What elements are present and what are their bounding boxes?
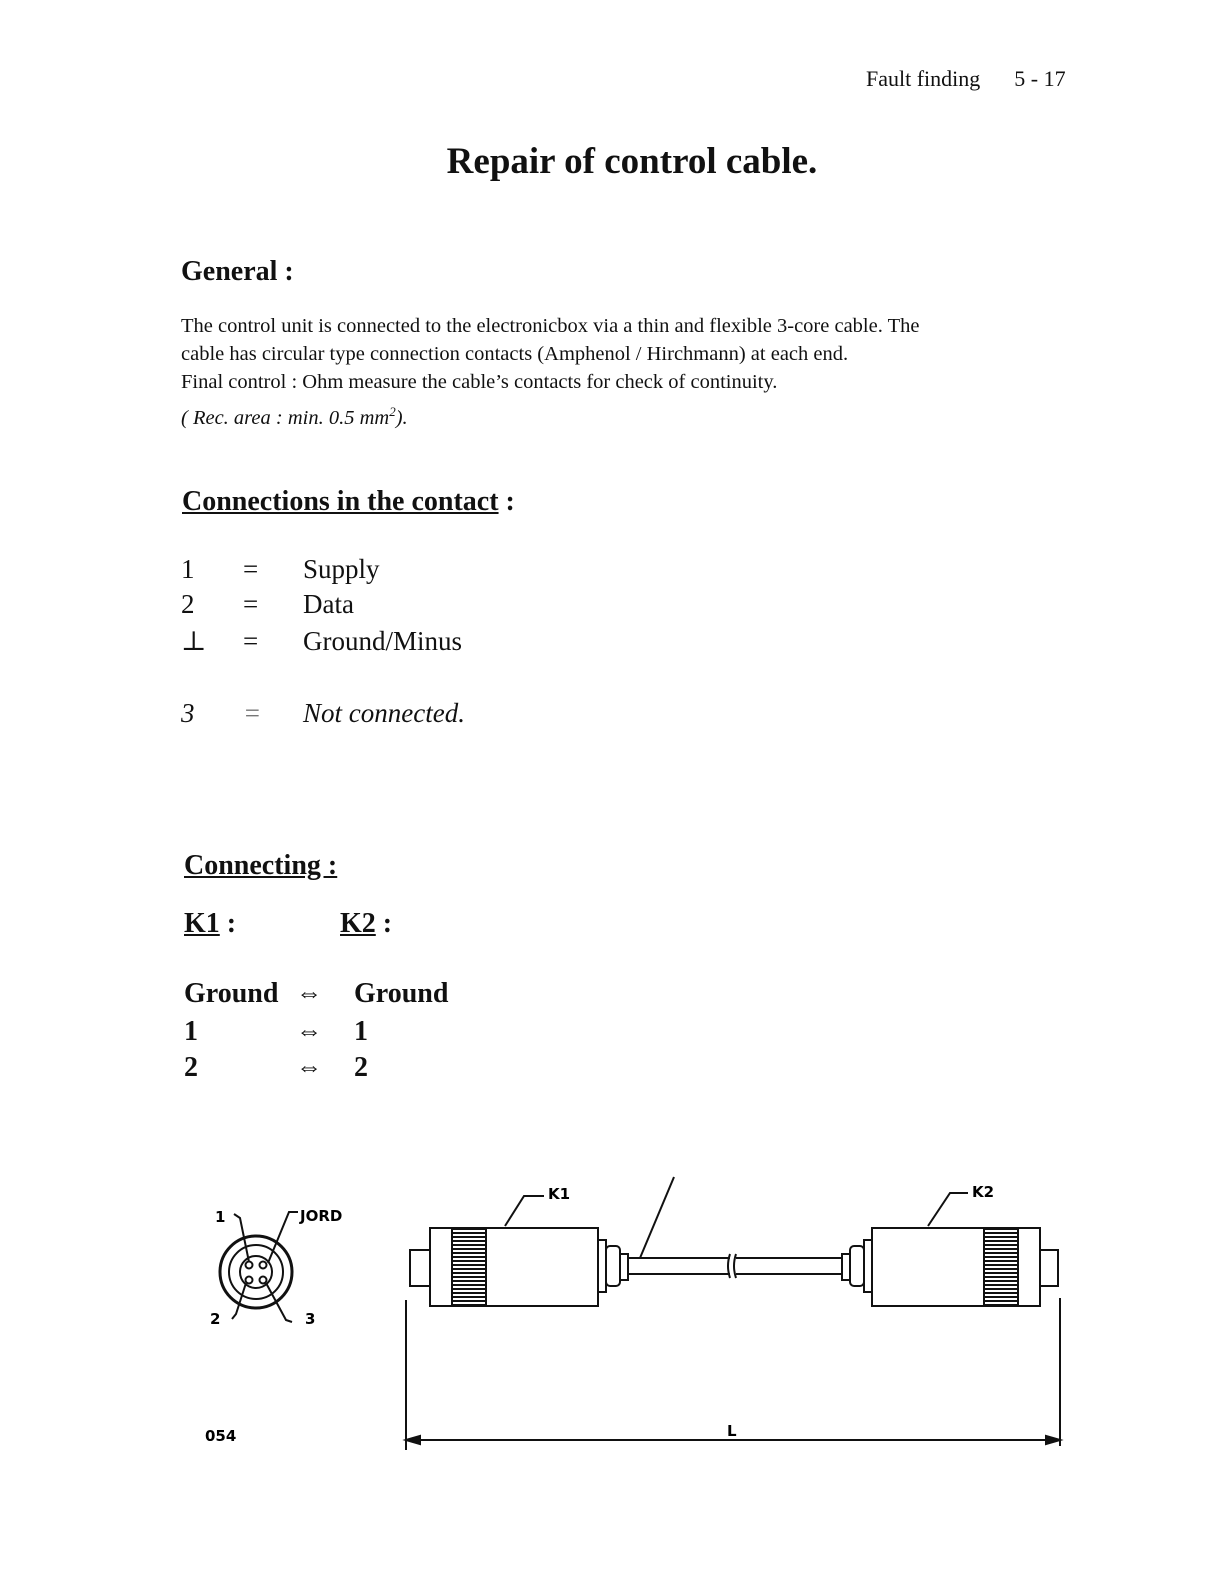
note-suffix: ).: [395, 406, 408, 429]
connection-value: Ground/Minus: [303, 626, 463, 656]
bidirectional-arrow-icon: ⇔: [296, 978, 322, 1007]
general-line-2: cable has circular type connection contacts (Amphenol / Hirchmann) at each end.: [181, 343, 849, 365]
cable-side-view: [406, 1177, 1060, 1450]
connection-equals: =: [243, 554, 259, 584]
connection-key: 2: [181, 589, 195, 619]
k1-diagram-label: K1: [548, 1185, 571, 1203]
header-page-number: 5 - 17: [1014, 66, 1066, 91]
general-line-1: The control unit is connected to the electronicbox via a thin and flexible 3-core cable. The: [181, 315, 920, 337]
connection-equals: =: [243, 698, 262, 728]
k1-pin: 2: [184, 1052, 198, 1083]
connections-heading-text: Connections in the contact: [182, 486, 499, 517]
k1-pin: 1: [184, 1016, 198, 1047]
length-label: L: [727, 1422, 737, 1440]
connection-value: Supply: [303, 554, 380, 584]
k2-colon: :: [375, 908, 393, 939]
general-line-3: Final control : Ohm measure the cable’s contacts for check of continuity.: [181, 371, 778, 393]
k2-pin: 1: [354, 1016, 368, 1047]
k1-pin: Ground: [184, 978, 279, 1009]
pin-3-label: 3: [305, 1310, 316, 1328]
bidirectional-arrow-icon: ⇔: [296, 1016, 322, 1045]
k1-colon: :: [219, 908, 237, 939]
connection-key-ground: ⊥: [181, 626, 207, 656]
note-superscript: 2: [389, 404, 396, 419]
connection-value: Not connected.: [303, 698, 465, 728]
page-title: Repair of control cable.: [446, 141, 818, 182]
k2-diagram-label: K2: [972, 1183, 995, 1201]
connector-face-icon: [220, 1212, 298, 1322]
connection-equals: =: [243, 589, 259, 619]
k2-pin: 2: [354, 1052, 368, 1083]
connection-equals: =: [243, 626, 259, 656]
pin-1-label: 1: [215, 1208, 226, 1226]
k1-label: K1: [184, 908, 220, 939]
note-prefix: ( Rec. area : min. 0.5 mm: [181, 406, 390, 429]
header-section: Fault finding: [866, 66, 981, 91]
k2-label: K2: [340, 908, 376, 939]
connecting-heading: Connecting :: [184, 850, 338, 881]
ground-label: JORD: [300, 1207, 343, 1225]
figure-code: 054: [205, 1427, 237, 1445]
k2-pin: Ground: [354, 978, 449, 1009]
bidirectional-arrow-icon: ⇔: [296, 1052, 322, 1081]
connections-heading-colon: :: [498, 486, 515, 517]
pin-2-label: 2: [210, 1310, 221, 1328]
general-heading: General :: [181, 256, 294, 287]
connection-key: 1: [181, 554, 195, 584]
connection-key: 3: [181, 698, 195, 728]
connection-value: Data: [303, 589, 354, 619]
